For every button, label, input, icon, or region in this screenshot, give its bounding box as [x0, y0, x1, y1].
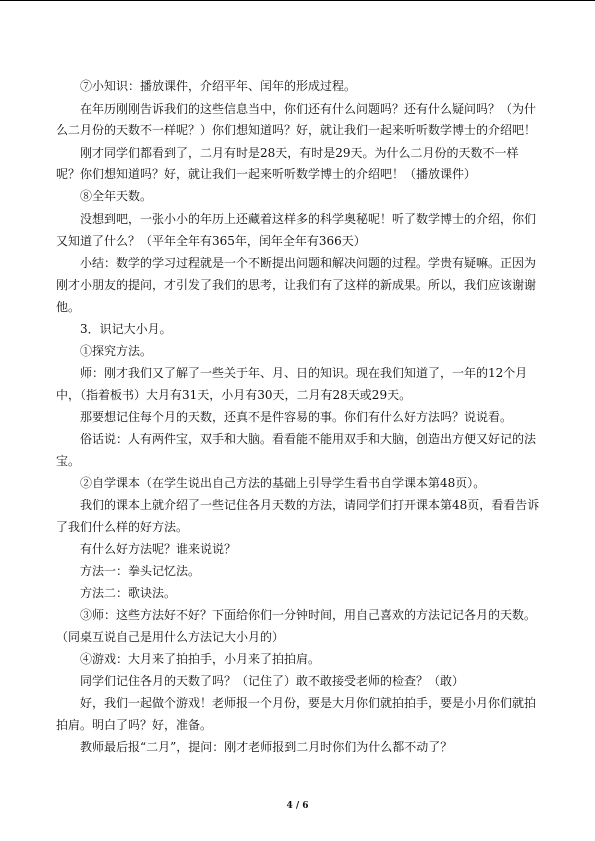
text-line: 教师最后报“二月”，提问：刚才老师报到二月时你们为什么都不动了？	[80, 740, 453, 754]
text-line: 好，我们一起做个游戏！老师报一个月份，要是大月你们就拍拍手，要是小月你们就拍	[80, 696, 537, 710]
text-line: 俗话说：人有两件宝，双手和大脑。看看能不能用双手和大脑，创造出方便又好记的法	[80, 432, 537, 446]
text-line: 又知道了什么？（平年全年有365年，闰年全年有366天）	[56, 234, 366, 248]
text-line: 刚才小朋友的提问，才引发了我们的思考，让我们有了这样的新成果。所以，我们应该谢谢	[56, 278, 537, 292]
text-line: 那要想记住每个月的天数，还真不是件容易的事。你们有什么好方法吗？说说看。	[80, 410, 513, 424]
section-heading: 3．识记大小月。	[80, 322, 172, 336]
text-line: 没想到吧，一张小小的年历上还藏着这样多的科学奥秘呢！听了数学博士的介绍，你们	[80, 212, 537, 226]
text-line: 方法一：拳头记忆法。	[80, 564, 201, 578]
text-line: ⑦小知识：播放课件，介绍平年、闰年的形成过程。	[80, 79, 357, 93]
text-line: 我们的课本上就介绍了一些记住各月天数的方法，请同学们打开课本第48页，看看告诉	[80, 498, 540, 512]
text-line: 宝。	[56, 454, 81, 468]
text-line: ⑧全年天数。	[80, 189, 153, 203]
text-line: 中，（指着板书）大月有31天，小月有30天，二月有28天或29天。	[56, 388, 412, 402]
text-line: 么二月份的天数不一样呢？）你们想知道吗？好，就让我们一起来听听数学博士的介绍吧！	[56, 123, 537, 137]
text-line: 了我们什么样的好方法。	[56, 520, 189, 534]
text-line: 呢？你们想知道吗？好，就让我们一起来听听数学博士的介绍吧！（播放课件）	[56, 167, 477, 181]
page-number: 4 / 6	[286, 801, 309, 811]
text-line: 师：刚才我们又了解了一些关于年、月、日的知识。现在我们知道了，一年的12个月	[80, 366, 528, 380]
text-line: 同学们记住各月的天数了吗？（记住了）敢不敢接受老师的检查？（敢）	[80, 674, 465, 688]
text-line: 小结：数学的学习过程就是一个不断提出问题和解决问题的过程。学贵有疑嘛。正因为	[80, 256, 537, 270]
text-line: 在年历刚刚告诉我们的这些信息当中，你们还有什么问题吗？还有什么疑问吗？（为什	[80, 102, 537, 116]
text-line: ④游戏：大月来了拍拍手，小月来了拍拍肩。	[80, 652, 321, 666]
header-rule	[0, 0, 595, 1]
text-line: 刚才同学们都看到了，二月有时是28天，有时是29天。为什么二月份的天数不一样	[80, 146, 519, 160]
text-line: 拍肩。明白了吗？好，准备。	[56, 718, 213, 732]
text-line: 他。	[56, 300, 81, 314]
text-line: ②自学课本（在学生说出自己方法的基础上引导学生看书自学课本第48页）。	[80, 476, 486, 490]
text-line: 有什么好方法呢？谁来说说？	[80, 542, 237, 556]
text-line: （同桌互说自己是用什么方法记大小月的）	[56, 630, 285, 644]
text-line: 方法二：歌诀法。	[80, 586, 177, 600]
text-line: ①探究方法。	[80, 344, 153, 358]
text-line: ③师：这些方法好不好？下面给你们一分钟时间，用自己喜欢的方法记记各月的天数。	[80, 608, 537, 622]
